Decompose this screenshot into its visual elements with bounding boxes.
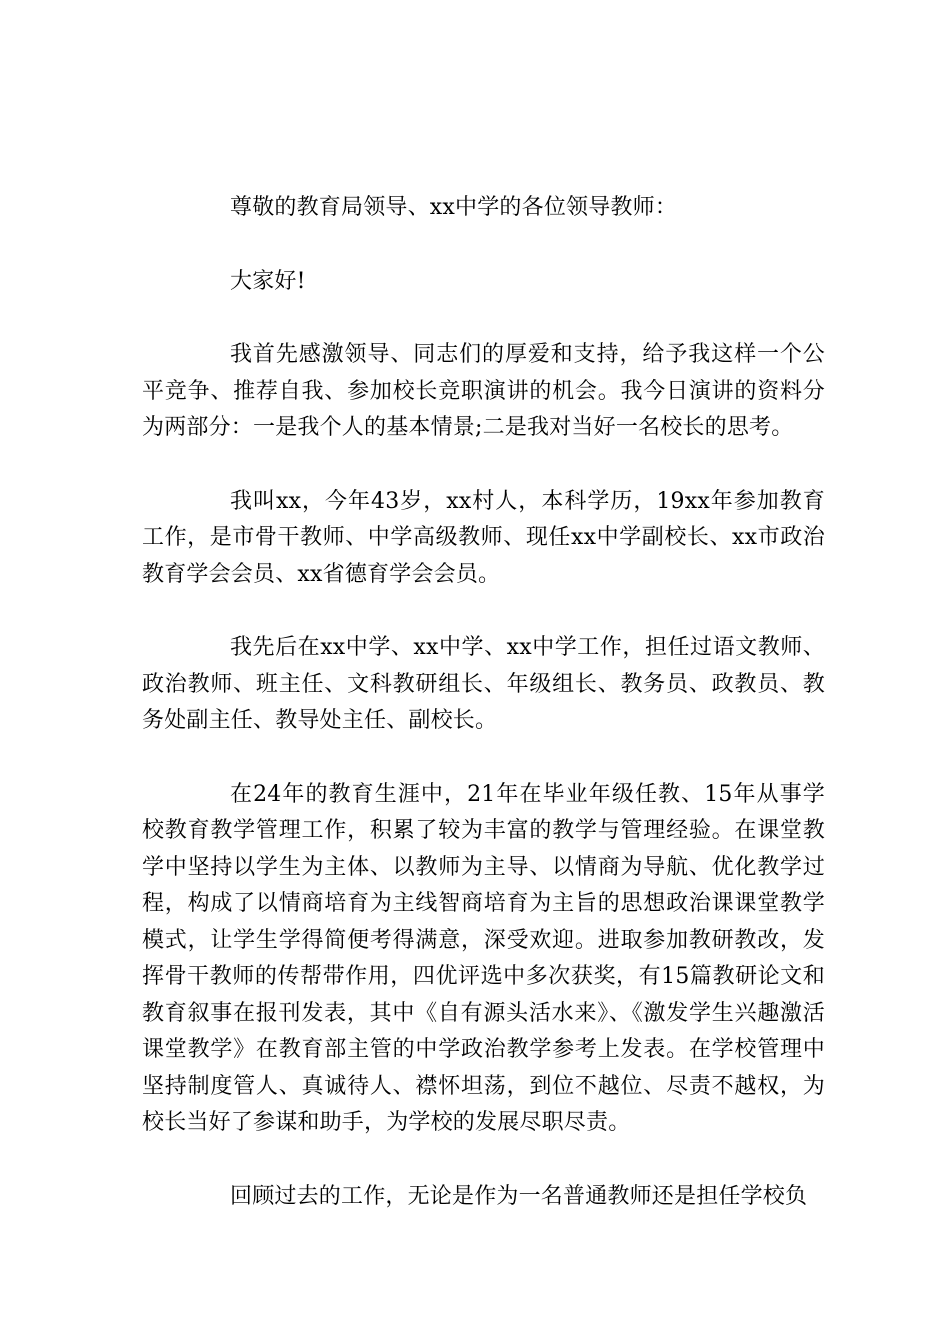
paragraph-review: 回顾过去的工作，无论是作为一名普通教师还是担任学校负 — [230, 1183, 808, 1209]
paragraph-personal-info: 我叫xx，今年43岁，xx村人，本科学历，19xx年参加教育工作，是市骨干教师、中学高级教师、现任xx中学副校长、xx市政治教育学会会员、xx省德育学会会员。 — [142, 488, 825, 587]
paragraph-work-history: 我先后在xx中学、xx中学、xx中学工作，担任过语文教师、政治教师、班主任、文科教研组长、年级组长、教务员、政教员、教务处副主任、教导处主任、副校长。 — [142, 635, 825, 733]
document-body — [142, 190, 825, 1215]
paragraph-intro: 我首先感激领导、同志们的厚爱和支持，给予我这样一个公平竞争、推荐自我、参加校长竞职演讲的机会。我今日演讲的资料分为两部分：一是我个人的基本情景;二是我对当好一名校长的思考。 — [142, 342, 825, 440]
paragraph-experience: 在24年的教育生涯中，21年在毕业年级任教、15年从事学校教育教学管理工作，积累了较为丰富的教学与管理经验。在课堂教学中坚持以学生为主体、以教师为主导、以情商为导航、优化教学过程，构成了以情商培育为主线智商培育为主旨的思想政治课课堂教学模式，让学生学得简便考得满意，深受欢迎。进取参加教研教改，发挥骨干教师的传帮带作用，四优评选中多次获奖，有15篇教研论文和教育叙事在报刊发表，其中《自有源头活水来》、《激发学生兴趣激活课堂教学》在教育部主管的中学政治教学参考上发表。在学校管理中坚持制度管人、真诚待人、襟怀坦荡，到位不越位、尽责不越权，为校长当好了参谋和助手，为学校的发展尽职尽责。 — [142, 781, 825, 1135]
greeting: 大家好! — [230, 268, 306, 294]
salutation: 尊敬的教育局领导、xx中学的各位领导教师： — [230, 195, 678, 220]
